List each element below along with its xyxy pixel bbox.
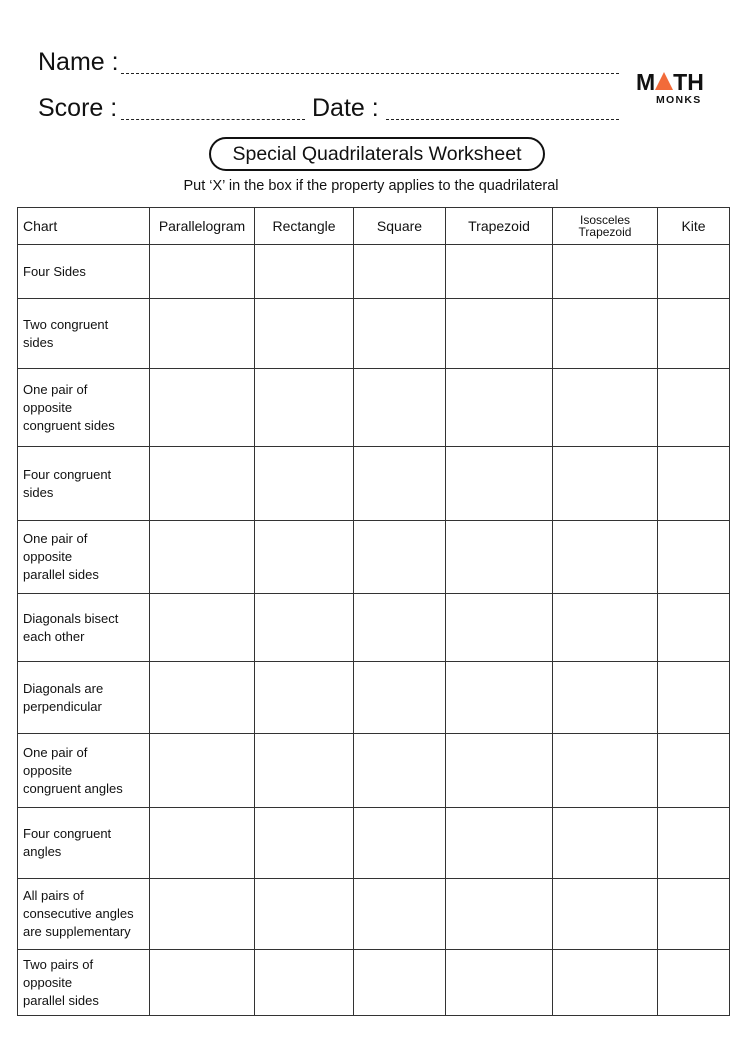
property-label-line: each other <box>23 628 85 644</box>
property-label-line: sides <box>23 334 54 350</box>
answer-box[interactable] <box>658 879 730 950</box>
answer-box[interactable] <box>150 447 255 521</box>
property-label <box>18 808 150 879</box>
answer-box[interactable] <box>658 369 730 447</box>
answer-box[interactable] <box>354 369 446 447</box>
date-row <box>312 94 379 123</box>
answer-box[interactable] <box>446 734 553 808</box>
triangle-icon <box>655 72 673 90</box>
answer-box[interactable] <box>354 879 446 950</box>
answer-box[interactable] <box>150 950 255 1016</box>
answer-box[interactable] <box>255 521 354 594</box>
answer-box[interactable] <box>553 594 658 662</box>
property-label-line: parallel sides <box>23 567 99 582</box>
answer-box[interactable] <box>150 662 255 734</box>
answer-box[interactable] <box>354 521 446 594</box>
instruction-text: Put ‘X’ in the box if the property applies to the quadrilateral <box>183 178 559 194</box>
answer-box[interactable] <box>255 950 354 1016</box>
answer-box[interactable] <box>446 447 553 521</box>
answer-box[interactable] <box>446 950 553 1016</box>
answer-box[interactable] <box>553 447 658 521</box>
answer-box[interactable] <box>354 299 446 369</box>
answer-box[interactable] <box>658 521 730 594</box>
property-label-line: opposite <box>23 974 73 990</box>
table-row <box>18 521 730 594</box>
answer-box[interactable] <box>446 299 553 369</box>
property-label <box>18 594 150 662</box>
name-label: Name : <box>38 48 119 76</box>
name-row <box>38 48 119 77</box>
answer-box[interactable] <box>553 521 658 594</box>
answer-box[interactable] <box>553 808 658 879</box>
answer-box[interactable] <box>658 447 730 521</box>
name-blank[interactable] <box>121 73 619 74</box>
answer-box[interactable] <box>255 447 354 521</box>
answer-box[interactable] <box>553 299 658 369</box>
logo-math-text: M TH <box>636 69 704 95</box>
answer-box[interactable] <box>446 879 553 950</box>
answer-box[interactable] <box>658 734 730 808</box>
answer-box[interactable] <box>446 808 553 879</box>
col-header-trapezoid: Trapezoid <box>446 208 553 245</box>
col-header-rectangle: Rectangle <box>255 208 354 245</box>
table-row <box>18 594 730 662</box>
property-label <box>18 521 150 594</box>
answer-box[interactable] <box>553 950 658 1016</box>
property-label-line: consecutive angles <box>23 906 134 921</box>
score-label: Score : <box>38 94 118 122</box>
answer-box[interactable] <box>150 594 255 662</box>
col-header-chart: Chart <box>18 208 150 245</box>
property-label-line: Four Sides <box>23 263 86 279</box>
answer-box[interactable] <box>150 521 255 594</box>
answer-box[interactable] <box>150 734 255 808</box>
answer-box[interactable] <box>255 369 354 447</box>
table-row <box>18 245 730 299</box>
answer-box[interactable] <box>658 245 730 299</box>
answer-box[interactable] <box>255 808 354 879</box>
answer-box[interactable] <box>553 662 658 734</box>
property-label-line: Four congruent <box>23 826 112 841</box>
table-row <box>18 299 730 369</box>
property-label-line: Two pairs of <box>23 956 94 972</box>
answer-box[interactable] <box>658 950 730 1016</box>
property-label-line: are supplementary <box>23 924 131 939</box>
property-label-line: congruent sides <box>23 417 115 433</box>
property-label-line: opposite <box>23 399 73 415</box>
property-label-line: One pair of <box>23 531 88 546</box>
answer-box[interactable] <box>658 594 730 662</box>
property-label <box>18 734 150 808</box>
property-label-line: perpendicular <box>23 698 102 714</box>
answer-box[interactable] <box>150 808 255 879</box>
property-label-line: sides <box>23 484 54 500</box>
answer-box[interactable] <box>150 369 255 447</box>
answer-box[interactable] <box>255 879 354 950</box>
col-header-isosceles-trapezoid: Isosceles Trapezoid <box>553 208 658 245</box>
answer-box[interactable] <box>354 662 446 734</box>
math-monks-logo <box>636 70 712 110</box>
answer-box[interactable] <box>553 879 658 950</box>
answer-box[interactable] <box>446 594 553 662</box>
logo-monks-text: MONKS <box>656 94 702 106</box>
answer-box[interactable] <box>553 734 658 808</box>
property-label-line: opposite <box>23 549 73 564</box>
answer-box[interactable] <box>553 369 658 447</box>
property-label-line: Two congruent <box>23 316 109 332</box>
answer-box[interactable] <box>446 245 553 299</box>
answer-box[interactable] <box>150 299 255 369</box>
answer-box[interactable] <box>446 369 553 447</box>
answer-box[interactable] <box>658 299 730 369</box>
header-row <box>18 208 730 245</box>
table-row <box>18 447 730 521</box>
col-header-kite: Kite <box>658 208 730 245</box>
answer-box[interactable] <box>150 879 255 950</box>
date-label: Date : <box>312 94 379 122</box>
answer-box[interactable] <box>446 521 553 594</box>
property-label-line: Four congruent <box>23 466 112 482</box>
table-row <box>18 662 730 734</box>
table-row <box>18 950 730 1016</box>
answer-box[interactable] <box>354 245 446 299</box>
score-row <box>38 94 117 123</box>
answer-box[interactable] <box>658 808 730 879</box>
property-label-line: parallel sides <box>23 992 99 1008</box>
property-label <box>18 662 150 734</box>
answer-box[interactable] <box>255 594 354 662</box>
properties-table <box>17 207 730 1016</box>
answer-box[interactable] <box>255 245 354 299</box>
property-label-line: All pairs of <box>23 888 84 903</box>
table-row <box>18 879 730 950</box>
property-label-line: opposite <box>23 762 73 778</box>
property-label-line: Diagonals are <box>23 680 104 696</box>
property-label <box>18 299 150 369</box>
score-blank[interactable] <box>121 119 305 120</box>
answer-box[interactable] <box>354 594 446 662</box>
property-label-line: angles <box>23 844 62 859</box>
answer-box[interactable] <box>658 662 730 734</box>
property-label-line: Diagonals bisect <box>23 610 119 626</box>
property-label <box>18 369 150 447</box>
property-label <box>18 879 150 950</box>
table-row <box>18 808 730 879</box>
table-row <box>18 734 730 808</box>
property-label-line: congruent angles <box>23 780 123 796</box>
answer-box[interactable] <box>255 734 354 808</box>
property-label-line: One pair of <box>23 744 88 760</box>
table-row <box>18 369 730 447</box>
answer-box[interactable] <box>446 662 553 734</box>
answer-box[interactable] <box>354 734 446 808</box>
col-header-parallelogram: Parallelogram <box>150 208 255 245</box>
answer-box[interactable] <box>150 245 255 299</box>
answer-box[interactable] <box>553 245 658 299</box>
property-label <box>18 245 150 299</box>
col-header-square: Square <box>354 208 446 245</box>
property-label-line: One pair of <box>23 381 88 397</box>
answer-box[interactable] <box>354 950 446 1016</box>
answer-box[interactable] <box>255 662 354 734</box>
answer-box[interactable] <box>354 447 446 521</box>
property-label <box>18 950 150 1016</box>
worksheet-title: Special Quadrilaterals Worksheet <box>209 137 545 171</box>
date-blank[interactable] <box>386 119 619 120</box>
answer-box[interactable] <box>354 808 446 879</box>
property-label <box>18 447 150 521</box>
answer-box[interactable] <box>255 299 354 369</box>
